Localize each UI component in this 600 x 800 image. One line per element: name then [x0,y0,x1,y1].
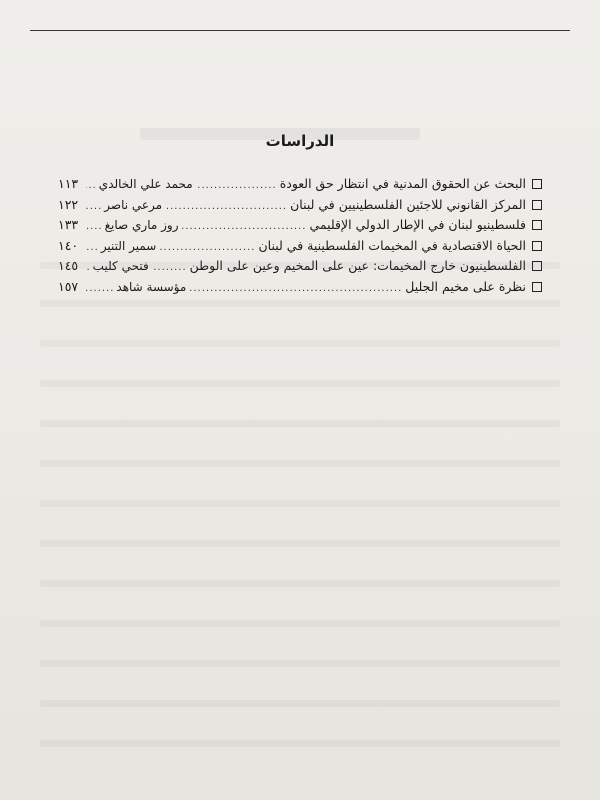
toc-entry-page: ١١٣ [58,176,79,191]
leader-dots [196,180,277,191]
show-through-text [40,262,560,269]
leader-dots [86,283,114,294]
toc-entry [58,197,542,218]
toc-entry-title: البحث عن الحقوق المدنية في انتظار حق العودة [279,176,526,191]
show-through-text [40,460,560,467]
leader-dots [165,201,287,212]
toc-entry-title: فلسطينيو لبنان في الإطار الدولي الإقليمي [309,217,526,232]
show-through-text [40,500,560,507]
toc-entry-author: فتحي كليب [92,259,149,273]
show-through-text [40,660,560,667]
header-rule [30,30,570,31]
show-through-text [40,620,560,627]
leader-dots [86,221,103,232]
toc-entry-author: محمد علي الخالدي [98,177,193,191]
checkbox-icon [532,200,542,210]
leader-dots [182,221,307,232]
leader-dots [189,283,402,294]
checkbox-icon [532,220,542,230]
toc-entry-page: ١٥٧ [58,278,79,294]
toc-entry-author: مرعي ناصر [104,197,163,212]
show-through-text [40,540,560,547]
toc-entry [58,176,542,197]
toc-entry-title: نظرة على مخيم الجليل [405,278,526,294]
toc-entry-author: مؤسسة شاهد [116,279,187,294]
toc-entry-page: ١٤٠ [58,237,79,253]
toc-entry-title: الحياة الاقتصادية في المخيمات الفلسطينية في لبنان [258,237,526,253]
checkbox-icon [532,179,542,189]
toc-entry-page: ١٤٥ [58,258,79,273]
show-through-text [40,340,560,347]
toc-entry [58,279,542,300]
toc-entry-title: المركز القانوني للاجئين الفلسطينيين في لبنان [290,196,526,212]
toc-entry-author: روز ماري صايغ [104,218,179,232]
checkbox-icon [532,241,542,251]
show-through-text [40,420,560,427]
leader-dots [159,242,255,253]
leader-dots [86,242,99,253]
toc-entry-page: ١٢٢ [58,196,79,212]
toc-entry [58,238,542,259]
show-through-text [40,580,560,587]
checkbox-icon [532,282,542,292]
toc-entry [58,217,542,238]
leader-dots [86,201,102,212]
show-through-text [40,740,560,747]
toc-entry-title: الفلسطينيون خارج المخيمات: عين على المخيم وعين على الوطن [189,258,526,273]
table-of-contents [58,176,542,299]
show-through-text [40,700,560,707]
show-through-text [40,380,560,387]
show-through-text [40,300,560,307]
toc-entry-author: سمير التنير [100,238,157,253]
toc-entry-page: ١٣٣ [58,217,79,232]
leader-dots [86,180,97,191]
section-title: الدراسات [265,132,335,150]
